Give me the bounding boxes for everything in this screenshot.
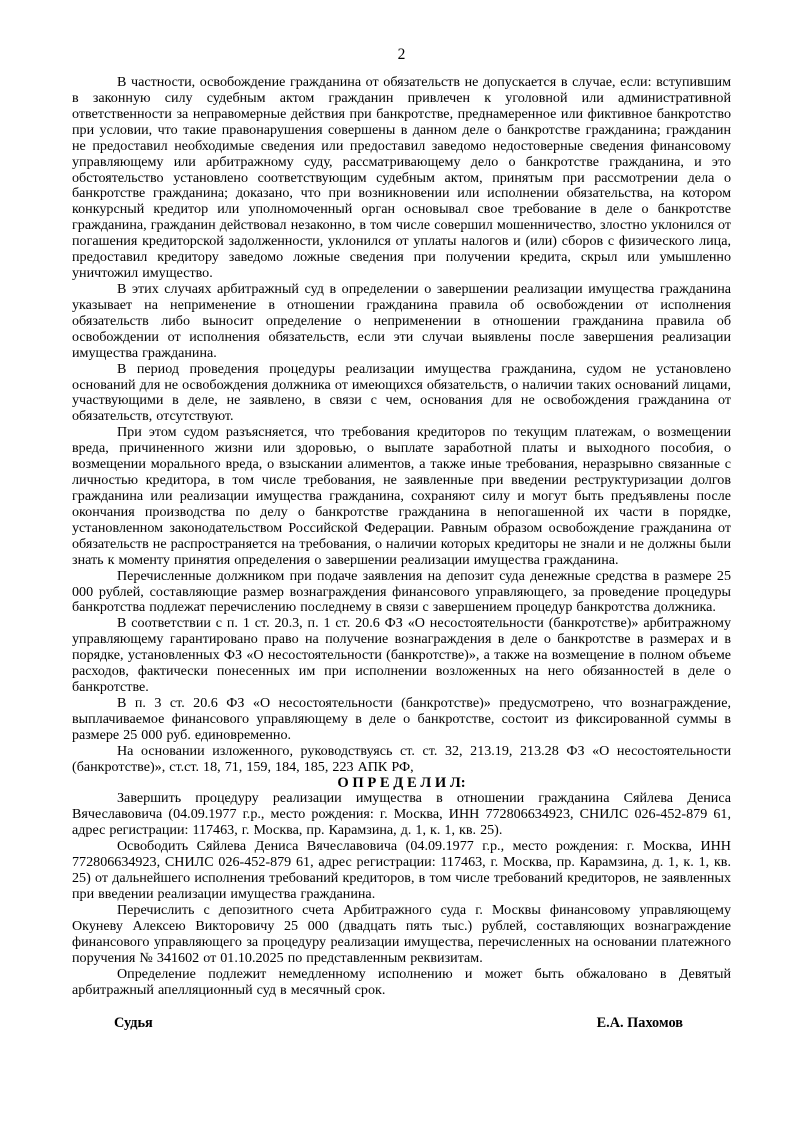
resolution-heading: О П Р Е Д Е Л И Л: [337, 774, 466, 791]
paragraph: В п. 3 ст. 20.6 ФЗ «О несостоятельности (банкротстве)» предусмотрено, что вознаграждение, выплачиваемое финансового управляющему в деле о банкротстве, состоит из фиксированной суммы в размере 25 000 руб. единовременно. [72, 694, 731, 743]
paragraph: При этом судом разъясняется, что требования кредиторов по текущим платежам, о возмещении вреда, причиненного жизни или здоровью, о выплате заработной платы и выходного пособия, о возмещении морального вреда, о взыскании алиментов, а также иные требования, неразрывно связанные с личностью кредитора, в том числе требования, не заявленные при введении реструктуризации долгов гражданина или реализации имущества гражданина, сохраняют силу и могут быть предъявлены после окончания производства по делу о банкротстве гражданина в непогашенной их части в порядке, установленном законодательством Российской Федерации. Равным образом освобождение гражданина от обязательств не распространяется на требования, о наличии которых кредиторы не знали и не должны были знать к моменту принятия определения о завершении реализации имущества гражданина. [72, 424, 731, 568]
document-content [72, 46, 731, 1031]
paragraph: Перечислить с депозитного счета Арбитражного суда г. Москвы финансовому управляющему Окуневу Алексею Викторовичу 25 000 (двадцать пять тыс.) рублей, составляющих вознаграждение финансового управляющего за процедуру реализации имущества, перечисленных на основании платежного поручения № 341602 от 01.10.2025 по представленным реквизитам. [72, 901, 731, 966]
judge-role-label: Судья [114, 1015, 153, 1032]
judge-name: Е.А. Пахомов [596, 1015, 683, 1032]
paragraph: Завершить процедуру реализации имущества в отношении гражданина Сяйлева Дениса Вячеславовича (04.09.1977 г.р., место рождения: г. Москва, ИНН 772806634923, СНИЛС 026-452-879 61, адрес регистрации: 117463, г. Москва, пр. Карамзина, д. 1, к. 1, кв. 25). [72, 790, 731, 839]
paragraph: Определение подлежит немедленному исполнению и может быть обжаловано в Девятый арбитражный апелляционный суд в месячный срок. [72, 965, 731, 998]
paragraph: В период проведения процедуры реализации имущества гражданина, судом не установлено оснований для не освобождения должника от имеющихся обязательств, о наличии таких оснований лицами, участвующими в деле, не заявлено, в связи с чем, основания для не освобождения гражданина от обязательств, отсутствуют. [72, 360, 731, 425]
page-number: 2 [397, 46, 406, 63]
paragraph: Перечисленные должником при подаче заявления на депозит суда денежные средства в размере 25 000 рублей, составляющие размер вознаграждения финансового управляющего, за проведение процедуры банкротства подлежат перечислению последнему в связи с завершением процедур банкротства должника. [72, 567, 731, 616]
signature-row [72, 1015, 731, 1031]
paragraph: Освободить Сяйлева Дениса Вячеславовича (04.09.1977 г.р., место рождения: г. Москва, ИНН 772806634923, СНИЛС 026-452-879 61, адрес регистрации: 117463, г. Москва, пр. Карамзина, д. 1, к. 1, кв. 25) от дальнейшего исполнения требований кредиторов, в том числе требований кредиторов, не заявленных при введении реализации имущества гражданина. [72, 838, 731, 903]
paragraph: В частности, освобождение гражданина от обязательств не допускается в случае, если: вступившим в законную силу судебным актом гражданин привлечен к уголовной или административной ответственности за неправомерные действия при банкротстве, преднамеренное или фиктивное банкротство при условии, что такие правонарушения совершены в данном деле о банкротстве гражданина; гражданин не предоставил необходимые сведения или предоставил заведомо недостоверные сведения финансовому управляющему или арбитражному суду, рассматривающему дело о банкротстве гражданина, и это обстоятельство установлено соответствующим судебным актом, принятым при рассмотрении дела о банкротстве гражданина; доказано, что при возникновении или исполнении обязательства, на котором конкурсный кредитор или уполномоченный орган основывал свое требование в деле о банкротстве гражданина, гражданин действовал незаконно, в том числе совершил мошенничество, злостно уклонился от погашения кредиторской задолженности, уклонился от уплаты налогов и (или) сборов с физического лица, предоставил кредитору заведомо ложные сведения при получении кредита, скрыл или умышленно уничтожил имущество. [72, 74, 731, 282]
paragraph: В этих случаях арбитражный суд в определении о завершении реализации имущества гражданина указывает на неприменение в отношении гражданина правила об освобождении от исполнения обязательств либо выносит определение о неприменении в отношении гражданина правила об освобождении от исполнения обязательств, если эти случаи выявлены после завершения реализации имущества гражданина. [72, 280, 731, 361]
paragraph: На основании изложенного, руководствуясь ст. ст. 32, 213.19, 213.28 ФЗ «О несостоятельности (банкротстве)», ст.ст. 18, 71, 159, 184, 185, 223 АПК РФ, [72, 742, 731, 775]
paragraph: В соответствии с п. 1 ст. 20.3, п. 1 ст. 20.6 ФЗ «О несостоятельности (банкротстве)» арбитражному управляющему гарантировано право на получение вознаграждения в деле о банкротстве в размерах и в порядке, установленных ФЗ «О несостоятельности (банкротстве)», а также на возмещение в полном объеме расходов, фактически понесенных им при исполнении возложенных на него обязанностей в деле о банкротстве. [72, 615, 731, 696]
